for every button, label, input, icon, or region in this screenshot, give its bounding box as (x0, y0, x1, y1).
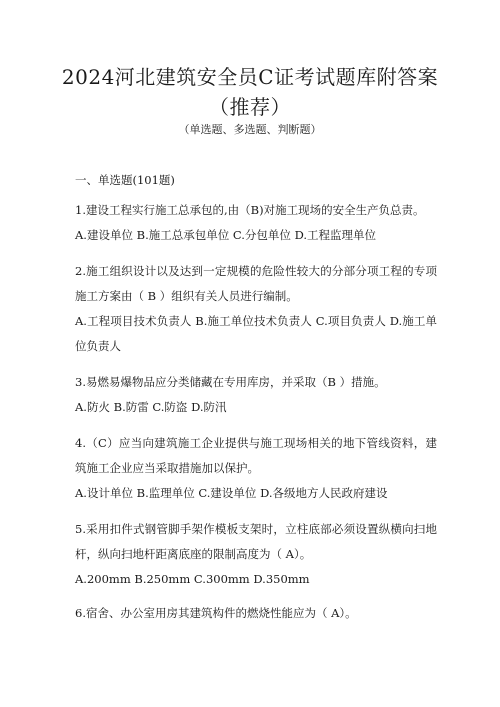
question-item-1 (75, 198, 437, 248)
document-title (40, 62, 460, 122)
title-line-2: （推荐） (209, 95, 291, 119)
question-options: A.工程项目技术负责人 B.施工单位技术负责人 C.项目负责人 D.施工单位负责人 (75, 314, 437, 353)
question-item-2 (75, 259, 437, 359)
question-item-4 (75, 431, 437, 506)
question-text: 4.（C）应当向建筑施工企业提供与施工现场相关的地下管线资料，建筑施工企业应当采取措施加以保护。 (75, 436, 437, 475)
question-item-5 (75, 517, 437, 592)
title-line-1: 2024河北建筑安全员C证考试题库附答案 (61, 65, 439, 89)
question-text: 6.宿舍、办公室用房其建筑构件的燃烧性能应为（ A）。 (75, 606, 357, 620)
question-text: 1.建设工程实行施工总承包的,由（B)对施工现场的安全生产负总责。 (75, 203, 425, 217)
question-options: A.防火 B.防雷 C.防盗 D.防汛 (75, 400, 227, 414)
question-text: 2.施工组织设计以及达到一定规模的危险性较大的分部分项工程的专项施工方案由（ B ）组织有关人员进行编制。 (75, 264, 437, 303)
question-options: A.设计单位 B.监理单位 C.建设单位 D.各级地方人民政府建设 (75, 486, 388, 500)
question-text: 3.易燃易爆物品应分类储藏在专用库房，并采取（B ）措施。 (75, 375, 386, 389)
question-list (75, 172, 437, 637)
section-heading: 一、单选题(101题) (75, 173, 175, 187)
question-item-3 (75, 370, 437, 420)
document-subtitle: （单选题、多选题、判断题） (178, 123, 322, 136)
question-text: 5.采用扣件式钢管脚手架作模板支架时，立柱底部必须设置纵横向扫地杆，纵向扫地杆距离底座的限制高度为（ A）。 (75, 522, 437, 561)
question-options: A.200mm B.250mm C.300mm D.350mm (75, 572, 310, 586)
question-item-6 (75, 601, 437, 626)
question-options: A.建设单位 B.施工总承包单位 C.分包单位 D.工程监理单位 (75, 228, 377, 242)
